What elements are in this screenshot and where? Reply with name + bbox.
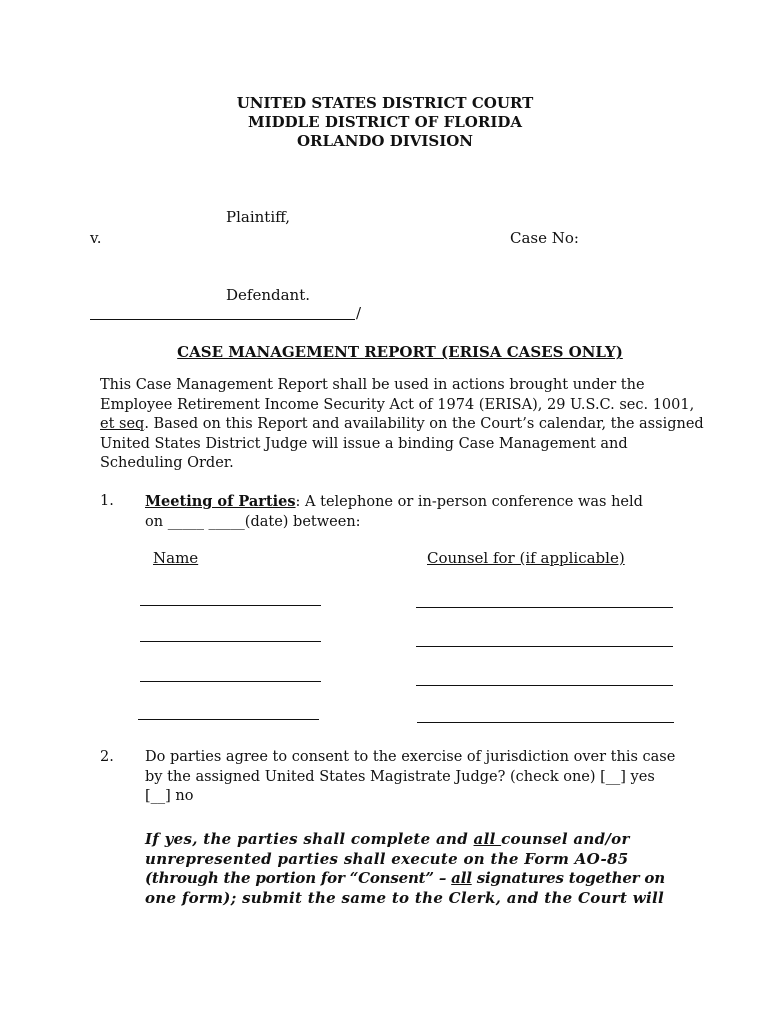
consent-line-1 bbox=[145, 830, 673, 850]
item-1-line-1-rest: : A telephone or in-person conference was held bbox=[295, 494, 643, 510]
counsel-line-4[interactable] bbox=[417, 722, 674, 723]
intro-line-1: This Case Management Report shall be used in actions brought under the bbox=[100, 377, 645, 393]
item-1-number: 1. bbox=[100, 493, 114, 509]
counsel-line-3[interactable] bbox=[416, 685, 673, 686]
court-name: UNITED STATES DISTRICT COURT bbox=[236, 94, 534, 112]
item-2-line-1: Do parties agree to consent to the exercise of jurisdiction over this case bbox=[145, 749, 676, 765]
meeting-of-parties-heading: Meeting of Parties bbox=[145, 493, 296, 510]
intro-paragraph bbox=[100, 376, 704, 474]
item-1-text bbox=[145, 492, 643, 532]
name-line-3[interactable] bbox=[140, 681, 321, 682]
item-1-line-2 bbox=[145, 513, 643, 533]
item-2-line-3: [__] no bbox=[145, 788, 194, 804]
caption-signature-line bbox=[90, 319, 355, 320]
meeting-date-field[interactable]: _____ _____ bbox=[167, 513, 245, 530]
consent-line-1-a: If yes, the parties shall complete and bbox=[145, 830, 474, 848]
consent-line-3-a: (through the portion for “Consent” – bbox=[145, 869, 452, 887]
name-line-1[interactable] bbox=[140, 605, 321, 606]
intro-line-3 bbox=[100, 415, 704, 435]
report-title: CASE MANAGEMENT REPORT (ERISA CASES ONLY) bbox=[177, 343, 623, 361]
court-district: MIDDLE DISTRICT OF FLORIDA bbox=[248, 113, 522, 131]
consent-line-4: one form); submit the same to the Clerk, and the Court will bbox=[145, 888, 664, 907]
item-2-line-2: by the assigned United States Magistrate Judge? (check one) [__] yes bbox=[145, 768, 655, 785]
item-1-line-1 bbox=[145, 492, 643, 513]
intro-line-5: Scheduling Order. bbox=[100, 455, 234, 471]
intro-line-4: United States District Judge will issue a binding Case Management and bbox=[100, 435, 628, 452]
intro-line-3-rest: . Based on this Report and availability on the Court’s calendar, the assigned bbox=[144, 416, 704, 432]
counsel-column-header: Counsel for (if applicable) bbox=[427, 549, 625, 567]
caption-slash: / bbox=[356, 304, 362, 322]
consent-line-3 bbox=[145, 869, 673, 889]
item-2-number: 2. bbox=[100, 749, 114, 765]
consent-instructions bbox=[145, 830, 673, 908]
versus-label: v. bbox=[90, 229, 102, 247]
item-1-date-suffix: (date) between: bbox=[244, 513, 361, 530]
name-column-header: Name bbox=[153, 549, 199, 567]
defendant-label: Defendant. bbox=[226, 286, 310, 304]
consent-line-3-b: signatures together on bbox=[471, 869, 665, 887]
name-line-4[interactable] bbox=[138, 719, 319, 720]
et-seq-text: et seq bbox=[100, 416, 145, 432]
consent-all-2: all bbox=[451, 869, 472, 887]
intro-line-2: Employee Retirement Income Security Act of 1974 (ERISA), 29 U.S.C. sec. 1001, bbox=[100, 396, 695, 413]
name-line-2[interactable] bbox=[140, 641, 321, 642]
plaintiff-label: Plaintiff, bbox=[226, 208, 291, 226]
counsel-line-1[interactable] bbox=[416, 607, 673, 608]
counsel-line-2[interactable] bbox=[416, 646, 673, 647]
consent-all-1: all bbox=[473, 830, 502, 848]
case-number-label: Case No: bbox=[510, 229, 579, 247]
item-2-text bbox=[145, 748, 675, 807]
item-1-on: on bbox=[145, 513, 164, 530]
consent-line-1-b: counsel and/or bbox=[501, 830, 630, 848]
consent-line-2: unrepresented parties shall execute on the Form AO-85 bbox=[145, 849, 629, 868]
court-division: ORLANDO DIVISION bbox=[296, 132, 474, 150]
